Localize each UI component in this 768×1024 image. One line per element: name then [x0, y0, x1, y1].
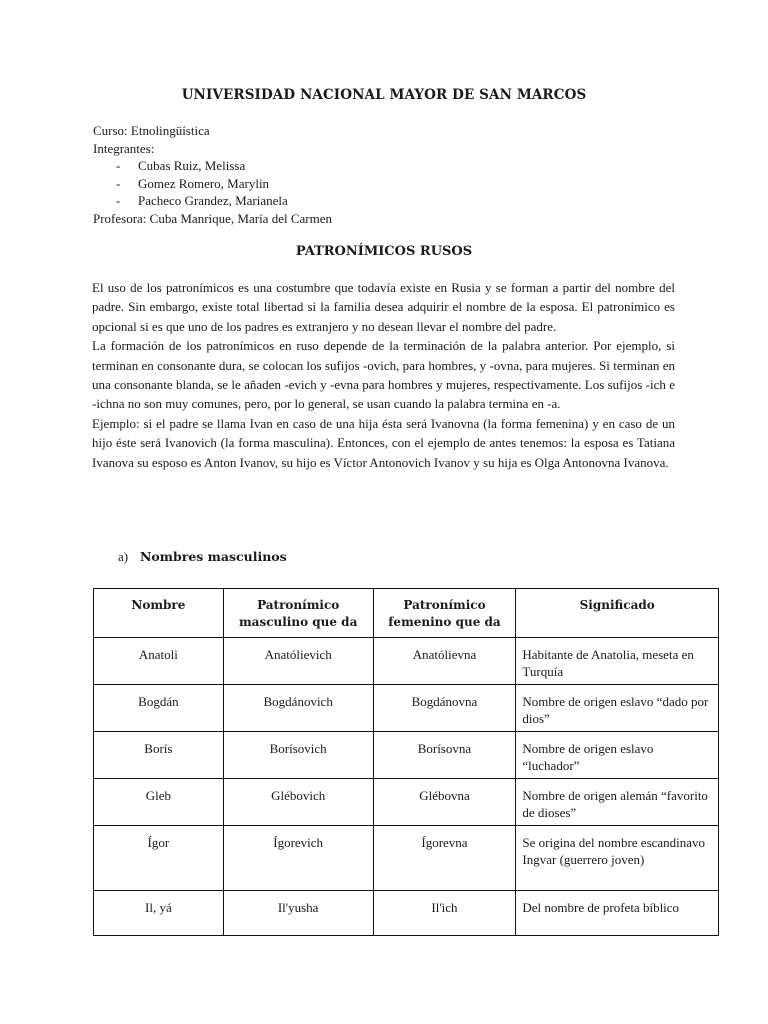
cell-significado: Habitante de Anatolia, meseta en Turquía — [516, 638, 719, 685]
cell-significado: Nombre de origen eslavo “luchador” — [516, 732, 719, 779]
member-item — [93, 192, 332, 210]
cell-masculino: Ígorevich — [223, 826, 373, 891]
course-line: Curso: Etnolingüística — [93, 123, 210, 138]
table-row — [94, 826, 719, 891]
cell-nombre: Borís — [94, 732, 224, 779]
university-title: UNIVERSIDAD NACIONAL MAYOR DE SAN MARCOS — [181, 87, 587, 103]
table-row — [94, 732, 719, 779]
cell-nombre: Gleb — [94, 779, 224, 826]
cell-nombre: Ígor — [94, 826, 224, 891]
header-masculino: Patronímico masculino que da — [223, 589, 373, 638]
course-info — [93, 122, 332, 227]
section-label: Nombres masculinos — [140, 549, 287, 564]
cell-femenino: Il'ich — [373, 891, 516, 936]
members-label: Integrantes: — [93, 140, 155, 156]
table-row — [94, 685, 719, 732]
cell-nombre: Anatoli — [94, 638, 224, 685]
header-nombre: Nombre — [94, 589, 224, 638]
cell-significado: Del nombre de profeta bíblico — [516, 891, 719, 936]
document-title: PATRONÍMICOS RUSOS — [295, 244, 473, 259]
paragraph: Ejemplo: si el padre se llama Ivan en caso de una hija ésta será Ivanovna (la forma femenina) y en caso de un hijo éste será Ivanovich (la forma masculina). Entonces, con el ejemplo de antes tenemos: la esposa es Tatiana Ivanova su esposo es Anton Ivanov, su hijo es Víctor Antonovich Ivanov y su hija es Olga Antonovna Ivanova. — [92, 415, 675, 470]
cell-significado: Se origina del nombre escandinavo Ingvar (guerrero joven) — [516, 826, 719, 891]
cell-significado: Nombre de origen alemán “favorito de dioses” — [516, 779, 719, 826]
table-row — [94, 779, 719, 826]
table-row — [94, 638, 719, 685]
bullet-dash: - — [116, 193, 121, 208]
cell-masculino: Borísovich — [223, 732, 373, 779]
cell-masculino: Anatólievich — [223, 638, 373, 685]
member-name: Gomez Romero, Marylin — [138, 175, 270, 191]
header-femenino: Patronímico femenino que da — [373, 589, 516, 638]
member-item — [93, 175, 332, 193]
cell-femenino: Anatólievna — [373, 638, 516, 685]
paragraph: La formación de los patronímicos en ruso depende de la terminación de la palabra anterior. Por ejemplo, si terminan en consonante dura, se colocan los sufijos -ovich, para hombres, y -ovna, para mujeres. Si terminan en una consonante blanda, se le añaden -evich y -evna para hombres y mujeres, respectivamente. Los sufijos -ich e -ichna no son muy comunes, pero, por lo general, se usan cuando la palabra termina en -a. — [92, 338, 675, 412]
cell-masculino: Bogdánovich — [223, 685, 373, 732]
cell-femenino: Ígorevna — [373, 826, 516, 891]
cell-significado: Nombre de origen eslavo “dado por dios” — [516, 685, 719, 732]
names-table — [93, 588, 719, 936]
member-item — [93, 157, 332, 175]
member-name: Cubas Ruiz, Melissa — [138, 158, 246, 173]
cell-masculino: Il'yusha — [223, 891, 373, 936]
professor-line: Profesora: Cuba Manrique, María del Carmen — [93, 210, 332, 226]
cell-femenino: Borísovna — [373, 732, 516, 779]
cell-masculino: Glébovich — [223, 779, 373, 826]
member-name: Pacheco Grandez, Marianela — [138, 193, 288, 208]
table-header-row — [94, 589, 719, 638]
paragraph: El uso de los patronímicos es una costumbre que todavía existe en Rusia y se forman a partir del nombre del padre. Sin embargo, existe total libertad si la familia desea adquirir el nombre de la esposa. El patronímico es opcional si es que uno de los padres es extranjero y no desean llevar el nombre del padre. — [92, 280, 675, 334]
bullet-dash: - — [116, 175, 121, 191]
header-significado: Significado — [516, 589, 719, 638]
section-heading — [118, 549, 287, 565]
cell-femenino: Bogdánovna — [373, 685, 516, 732]
cell-nombre: Bogdán — [94, 685, 224, 732]
bullet-dash: - — [116, 158, 121, 173]
table-row — [94, 891, 719, 936]
body-text — [92, 278, 675, 472]
cell-femenino: Glébovna — [373, 779, 516, 826]
section-marker: a) — [118, 549, 129, 564]
cell-nombre: Il, yá — [94, 891, 224, 936]
